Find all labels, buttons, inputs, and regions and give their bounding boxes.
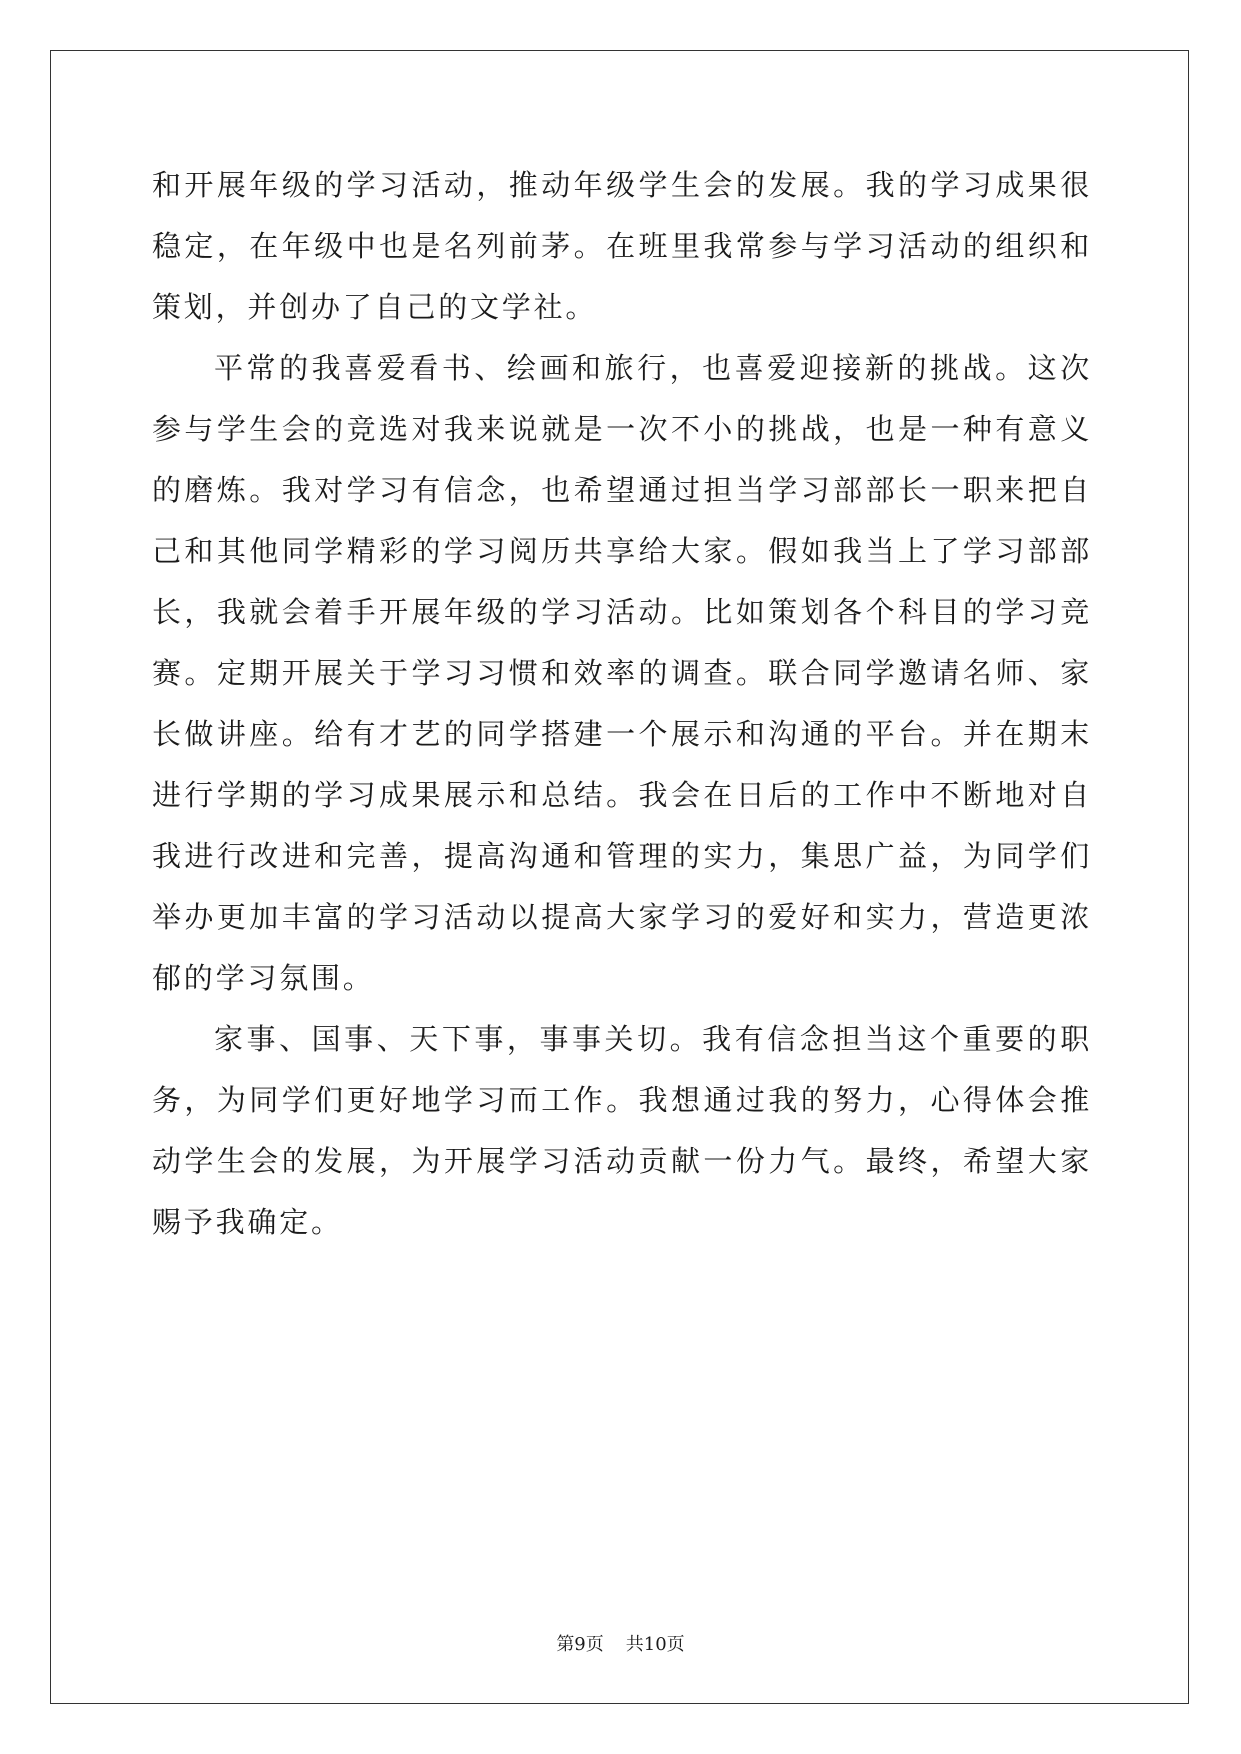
- paragraph-1: 和开展年级的学习活动，推动年级学生会的发展。我的学习成果很稳定，在年级中也是名列前茅。在班里我常参与学习活动的组织和策划，并创办了自己的文学社。: [152, 168, 1092, 324]
- paragraph-3: 家事、国事、天下事，事事关切。我有信念担当这个重要的职务，为同学们更好地学习而工作。我想通过我的努力，心得体会推动学生会的发展，为开展学习活动贡献一份力气。最终，希望大家赐予我确定。: [152, 1022, 1092, 1239]
- document-body: [152, 155, 1092, 1253]
- total-page-count: 共10页: [625, 1634, 685, 1655]
- paragraph-2: 平常的我喜爱看书、绘画和旅行，也喜爱迎接新的挑战。这次参与学生会的竞选对我来说就是一次不小的挑战，也是一种有意义的磨炼。我对学习有信念，也希望通过担当学习部部长一职来把自己和其他同学精彩的学习阅历共享给大家。假如我当上了学习部部长，我就会着手开展年级的学习活动。比如策划各个科目的学习竞赛。定期开展关于学习习惯和效率的调查。联合同学邀请名师、家长做讲座。给有才艺的同学搭建一个展示和沟通的平台。并在期末进行学期的学习成果展示和总结。我会在日后的工作中不断地对自我进行改进和完善，提高沟通和管理的实力，集思广益，为同学们举办更加丰富的学习活动以提高大家学习的爱好和实力，营造更浓郁的学习氛围。: [152, 351, 1092, 995]
- current-page-number: 第9页: [556, 1634, 604, 1655]
- page-footer: [0, 1630, 1241, 1656]
